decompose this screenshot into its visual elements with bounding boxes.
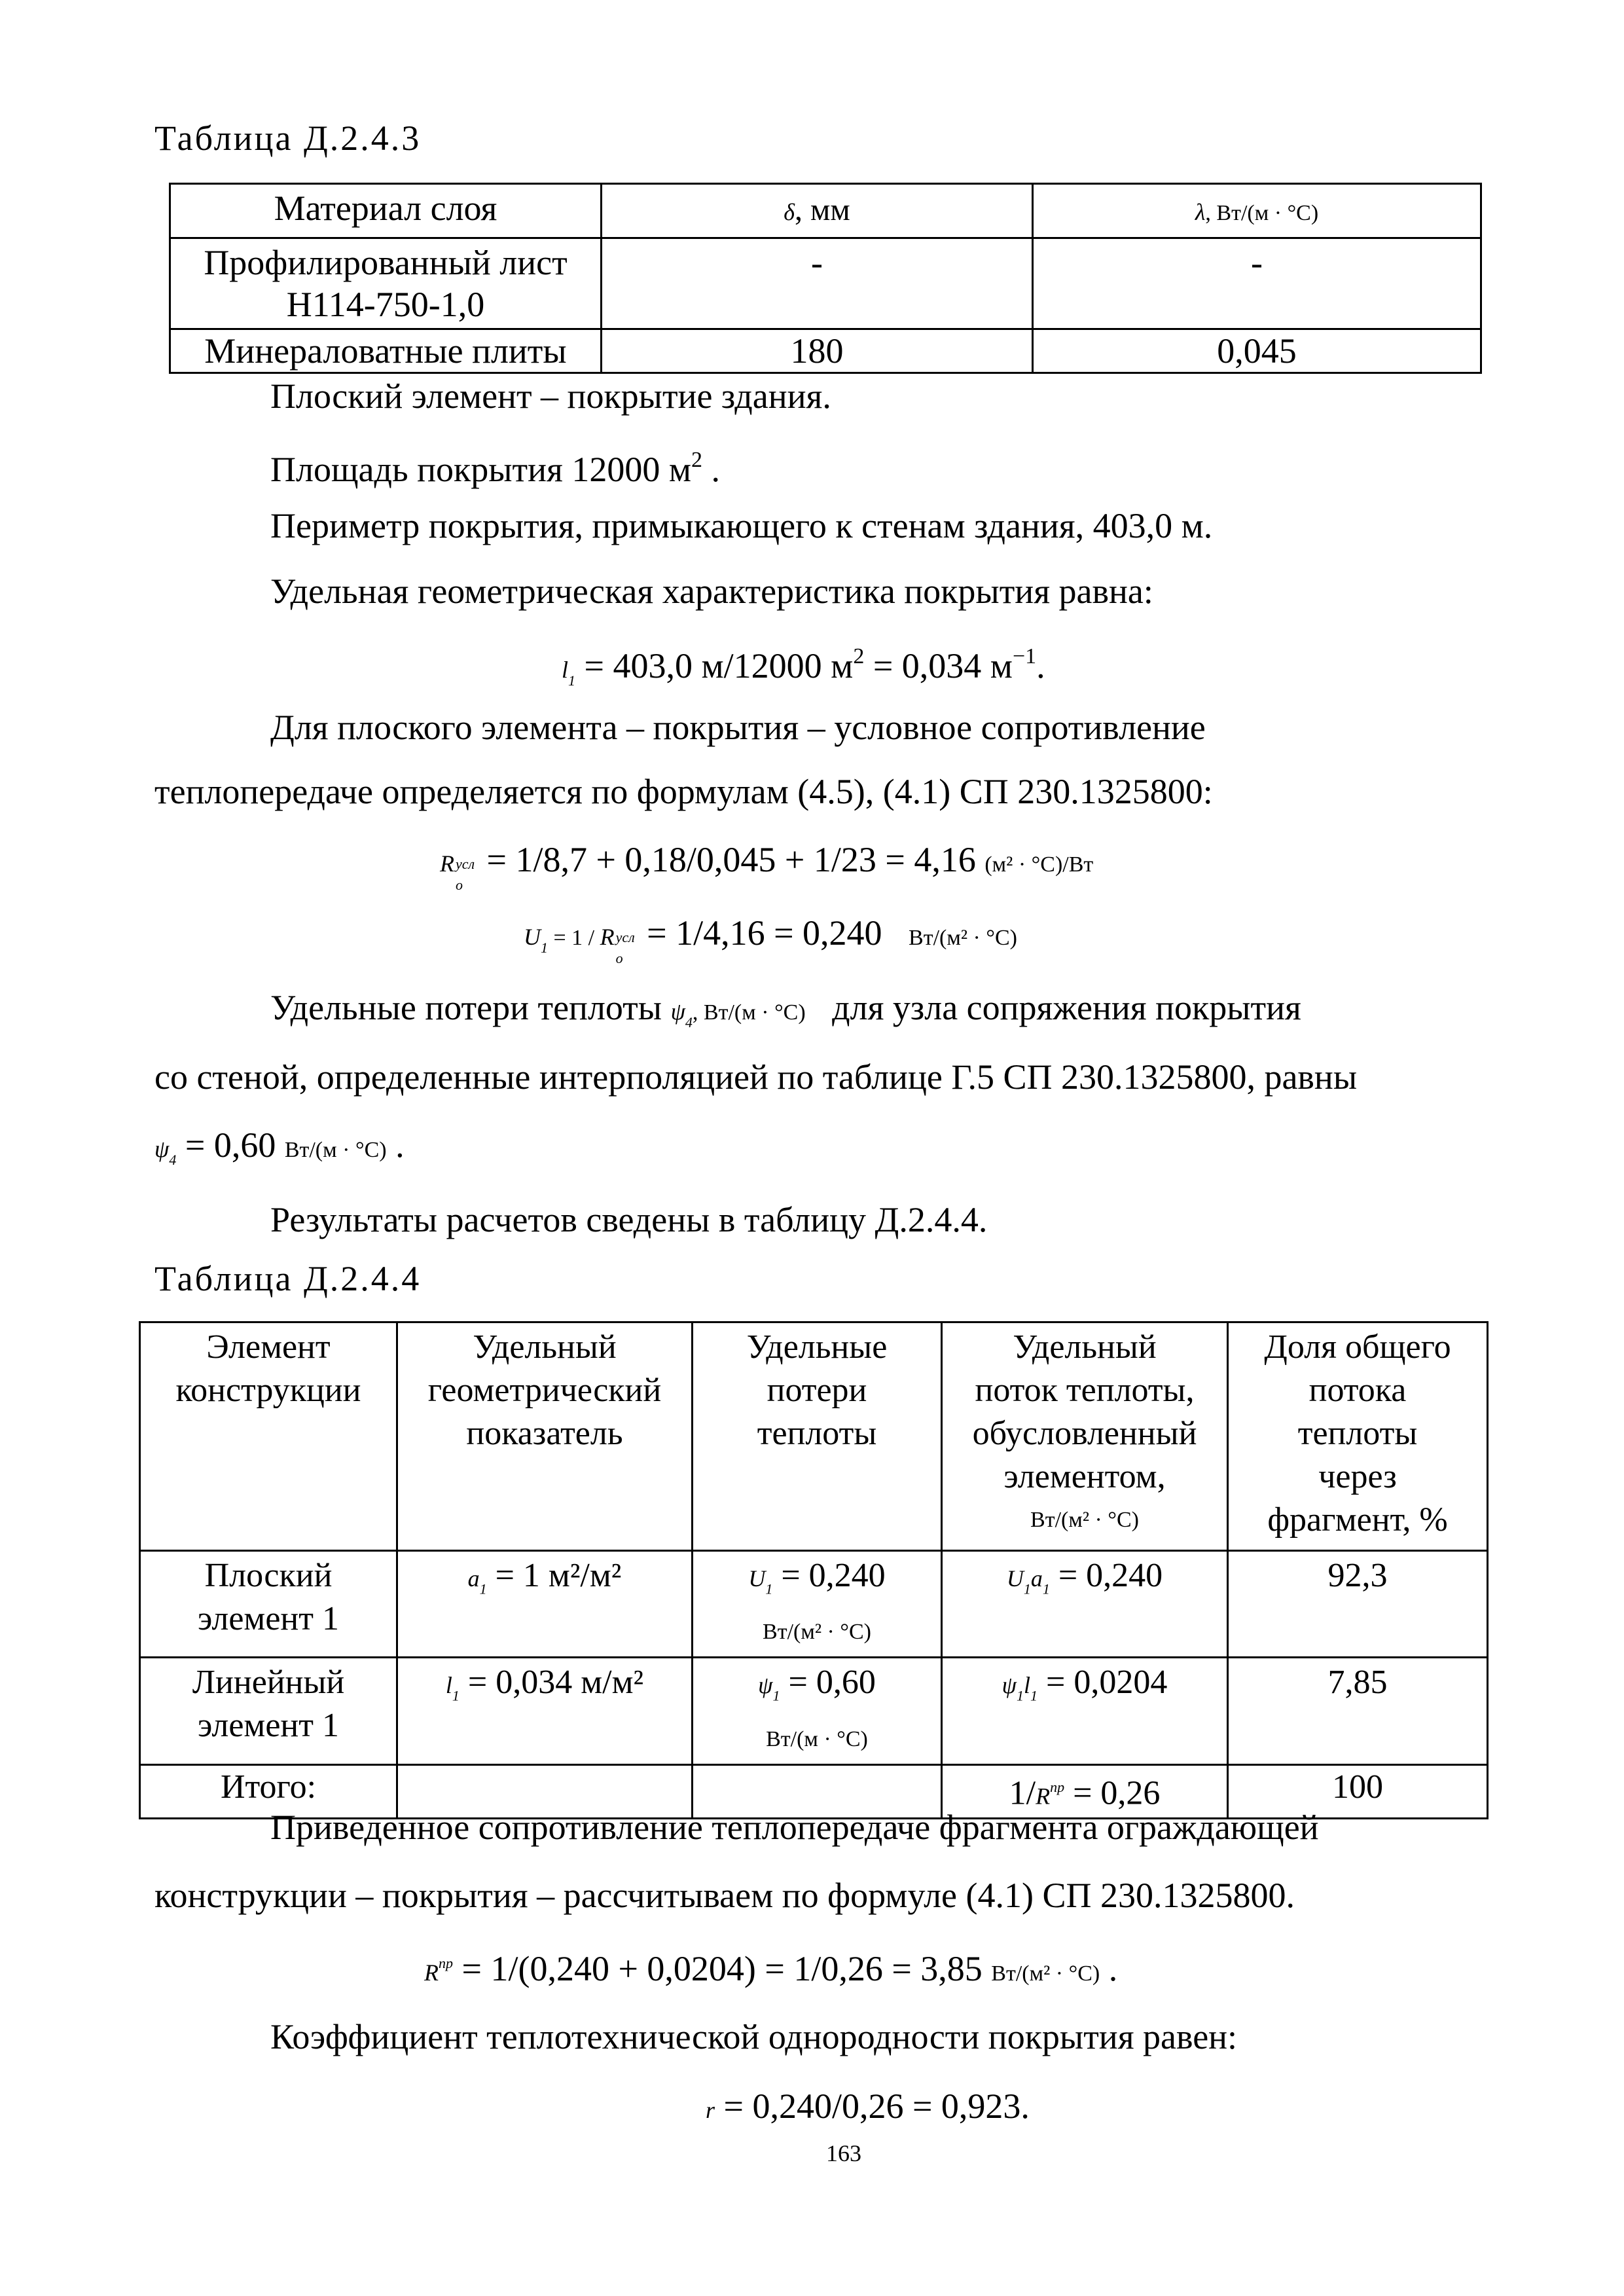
page-number: 163 xyxy=(826,2140,861,2166)
cell-loss: $U_1 = 0,240$ Вт/(м² · °С) xyxy=(693,1551,942,1658)
table-row xyxy=(170,238,1481,329)
cell-geo: $l_1 = 0,034$ м/м² xyxy=(397,1658,693,1764)
cell-delta: 180 xyxy=(602,329,1033,373)
table-row xyxy=(140,1658,1488,1764)
paragraph: со стеной, определенные интерполяцией по таблице Г.5 СП 230.1325800, равны xyxy=(154,1057,1358,1097)
header-geo: Удельный геометрический показатель xyxy=(397,1322,693,1551)
table1-caption: Таблица Д.2.4.3 xyxy=(154,118,422,158)
paragraph: Плоский элемент – покрытие здания. xyxy=(270,376,831,416)
paragraph: Для плоского элемента – покрытия – условное сопротивление xyxy=(270,708,1206,747)
table-row xyxy=(170,184,1481,238)
cell-total-share: 100 xyxy=(1228,1764,1488,1818)
paragraph: конструкции – покрытия – рассчитываем по формуле (4.1) СП 230.1325800. xyxy=(154,1876,1295,1915)
cell-material: Профилированный лист Н114-750-1,0 xyxy=(170,238,602,329)
header-flow: Удельный поток теплоты, обусловленный элементом, Вт/(м² · °С) xyxy=(942,1322,1228,1551)
cell-geo: $a_1 = 1$ м²/м² xyxy=(397,1551,693,1658)
table2-caption: Таблица Д.2.4.4 xyxy=(154,1259,422,1298)
cell-total-flow: $1/R^{пр} = 0,26$ xyxy=(942,1764,1228,1818)
header-loss: Удельные потери теплоты xyxy=(693,1322,942,1551)
formula-r: r = 0,240/0,26 = 0,923. xyxy=(706,2086,1030,2126)
table-row xyxy=(170,329,1481,373)
paragraph: Результаты расчетов сведены в таблицу Д.2.4.4. xyxy=(270,1200,988,1239)
paragraph: Удельные потери теплоты $\psi_4$, Вт/(м · °С) для узла сопряжения покрытия xyxy=(270,988,1301,1030)
paragraph: Периметр покрытия, примыкающего к стенам здания, 403,0 м. xyxy=(270,506,1213,545)
cell-element: Линейный элемент 1 xyxy=(140,1658,397,1764)
paragraph: Площадь покрытия 12000 $м^2$ . xyxy=(270,448,721,489)
formula-l1: $l_1 = 403,0$ м/12000 $м^2 = 0,034$ $м^{-1}$. xyxy=(562,644,1045,689)
cell-share: 7,85 xyxy=(1228,1658,1488,1764)
formula-rpr: $R^{пр} = 1/(0,240 + 0,0204) = 1/0,26 = 3,85$ Вт/(м² · °С) . xyxy=(424,1949,1118,1988)
paragraph: Удельная геометрическая характеристика покрытия равна: xyxy=(270,572,1153,611)
header-delta: δ, мм xyxy=(602,184,1033,238)
cell-lambda: - xyxy=(1033,238,1481,329)
cell-total-label: Итого: xyxy=(140,1764,397,1818)
layers-table xyxy=(169,183,1482,374)
table-row xyxy=(140,1322,1488,1551)
cell-flow: $U_1a_1 = 0,240$ xyxy=(942,1551,1228,1658)
cell-lambda: 0,045 xyxy=(1033,329,1481,373)
paragraph: $\psi_4 = 0,60$ Вт/(м · °С) . xyxy=(154,1125,405,1168)
header-lambda: λ, Вт/(м · °С) xyxy=(1033,184,1481,238)
formula-u1: $U_1 = 1 / R$ усл o = 1/4,16 = 0,240 Вт/(м² · °С) xyxy=(524,913,1017,966)
cell-loss: $\psi_1 = 0,60$ Вт/(м · °С) xyxy=(693,1658,942,1764)
cell-delta: - xyxy=(602,238,1033,329)
cell-material: Минераловатные плиты xyxy=(170,329,602,373)
results-table xyxy=(139,1321,1489,1819)
cell-element: Плоский элемент 1 xyxy=(140,1551,397,1658)
header-share: Доля общего потока теплоты через фрагмент, % xyxy=(1228,1322,1488,1551)
paragraph: теплопередаче определяется по формулам (4.5), (4.1) СП 230.1325800: xyxy=(154,772,1213,811)
formula-r0: R усл o = 1/8,7 + 0,18/0,045 + 1/23 = 4,16 (м² · °С)/Вт xyxy=(440,840,1094,893)
cell-share: 92,3 xyxy=(1228,1551,1488,1658)
paragraph: Приведенное сопротивление теплопередаче фрагмента ограждающей xyxy=(270,1808,1319,1847)
header-element: Элемент конструкции xyxy=(140,1322,397,1551)
cell-flow: $\psi_1l_1 = 0,0204$ xyxy=(942,1658,1228,1764)
header-material: Материал слоя xyxy=(170,184,602,238)
table-row xyxy=(140,1551,1488,1658)
paragraph: Коэффициент теплотехнической однородности покрытия равен: xyxy=(270,2017,1238,2056)
